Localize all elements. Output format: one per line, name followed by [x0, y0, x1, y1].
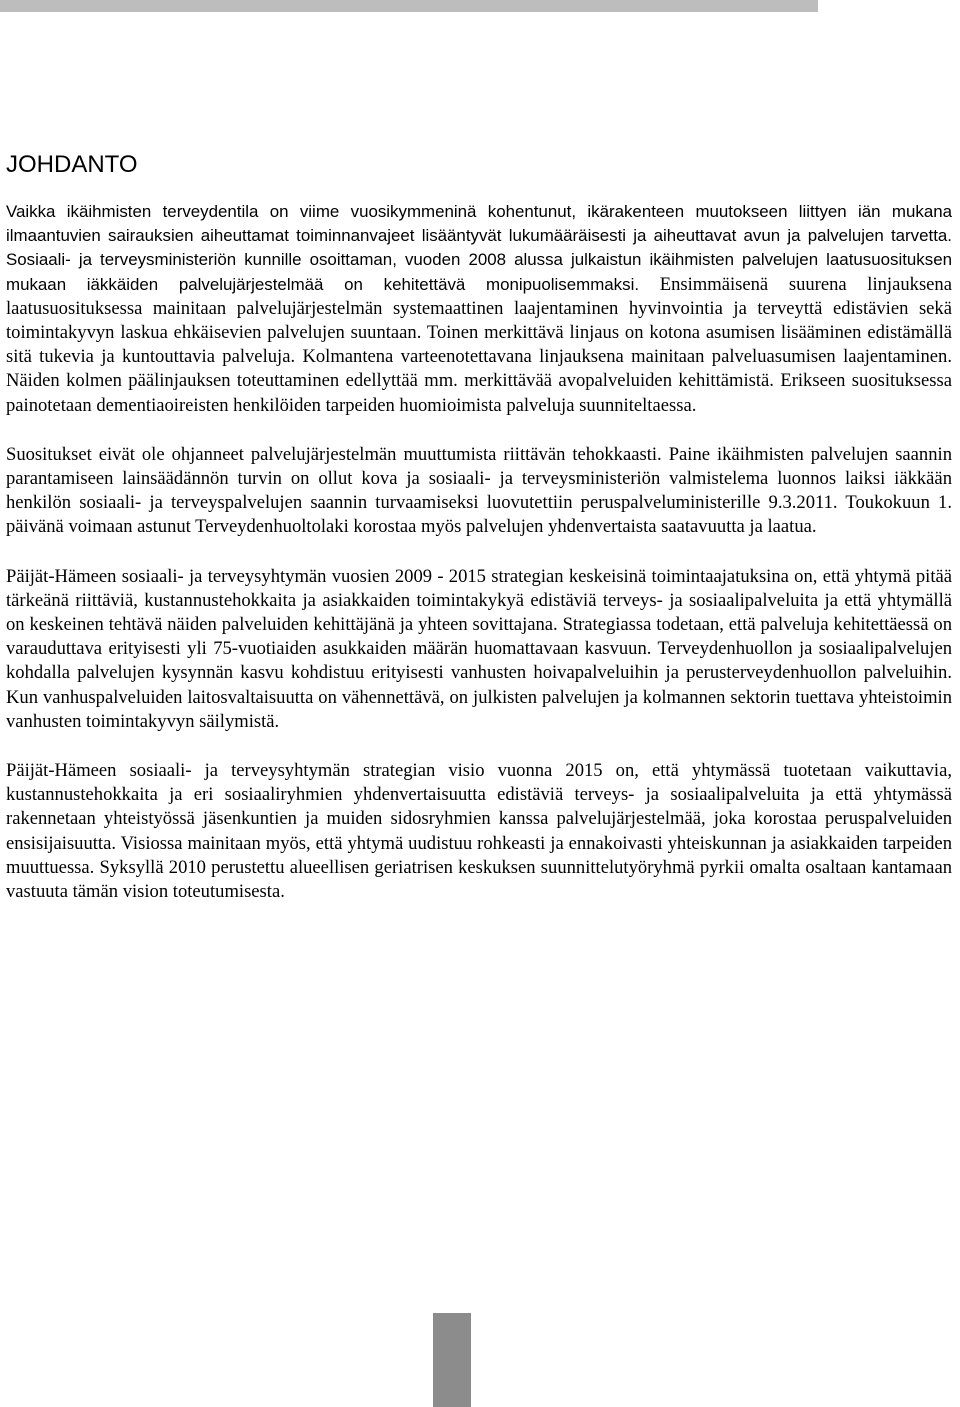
paragraph-1 [6, 200, 952, 418]
document-body [6, 148, 952, 929]
page-top-bar [0, 0, 818, 12]
paragraph-2: Suositukset eivät ole ohjanneet palvelujärjestelmän muuttumista riittävän tehokkaasti. Paine ikäihmisten palvelujen saannin parantamiseen lainsäädännön turvin on ollut kova ja sosiaali- ja terveysministeriön valmistelema luonnos laiksi iäkkään henkilön sosiaali- ja terveyspalvelujen saannin turvaamiseksi luovutettiin peruspalveluministerille 9.3.2011. Toukokuun 1. päivänä voimaan astunut Terveydenhuoltolaki korostaa myös palvelujen yhdenvertaista saatavuutta ja laatua. [6, 443, 952, 538]
paragraph-3: Päijät-Hämeen sosiaali- ja terveysyhtymän vuosien 2009 - 2015 strategian keskeisinä toimintaajatuksina on, että yhtymä pitää tärkeänä riittäviä, kustannustehokkaita ja asiakkaiden toimintakykyä edistäviä terveys- ja sosiaalipalveluita ja että yhtymällä on keskeinen tehtävä näiden palveluiden kehittäjänä ja yhteen sovittajana. Strategiassa todetaan, että palveluja kehitettäessä on varauduttava erityisesti yli 75-vuotiaiden asukkaiden määrän huomattavaan kasvuun. Terveydenhuollon ja sosiaalipalvelujen kohdalla palvelujen kysynnän kasvu kohdistuu erityisesti vanhusten hoivapalveluihin ja perusterveydenhuollon palveluihin. Kun vanhuspalveluiden laitosvaltaisuutta on vähennettävä, on julkisten palvelujen ja kolmannen sektorin tuettava yhteistoimin vanhusten toimintakyvyn säilymistä. [6, 565, 952, 732]
paragraph-1-part-1: Vaikka ikäihmisten terveydentila on viime vuosikymmeninä kohentunut, ikärakenteen muutokseen liittyen iän mukana ilmaantuvien sairauksien aiheuttamat toiminnanvajeet lisääntyvät lukumääräisesti ja aiheuttavat avun ja palvelujen tarvetta. Sosiaali- ja terveysministeriön kunnille osoittaman, vuoden 2008 alussa julkaistun ikäihmisten palvelujen laatusuosituksen mukaan iäkkäiden palvelujärjestelmää on kehitettävä monipuolisemmaksi. [6, 202, 952, 294]
page-title: JOHDANTO [6, 151, 138, 178]
page-footer-marker [433, 1313, 471, 1407]
paragraph-1-part-2: Ensimmäisenä suurena linjauksena laatusuosituksessa mainitaan palvelujärjestelmän systemaattinen laajentaminen hyvinvointia ja terveyttä edistävien sekä toimintakyvyn laskua ehkäisevien palvelujen suuntaan. Toinen merkittävä linjaus on kotona asumisen lisääminen edistämällä sitä tukevia ja kuntouttavia palveluja. Kolmantena varteenotettavana linjauksena mainitaan palveluasumisen laajentaminen. Näiden kolmen päälinjauksen toteuttaminen edellyttää mm. merkittävää avopalveluiden kehittämistä. Erikseen suosituksessa painotetaan dementiaoireisten henkilöiden tarpeiden huomioimista palveluja suunniteltaessa. [6, 273, 952, 416]
paragraph-4: Päijät-Hämeen sosiaali- ja terveysyhtymän strategian visio vuonna 2015 on, että yhtymässä tuotetaan vaikuttavia, kustannustehokkaita ja eri sosiaaliryhmien yhdenvertaisuutta edistäviä terveys- ja sosiaalipalveluita ja että yhtymässä rakennetaan yhteistyössä jäsenkuntien ja muiden sidosryhmien kanssa palvelujärjestelmää, joka korostaa peruspalveluiden ensisijaisuutta. Visiossa mainitaan myös, että yhtymä uudistuu rohkeasti ja ennakoivasti yhteiskunnan ja asiakkaiden tarpeiden muuttuessa. Syksyllä 2010 perustettu alueellisen geriatrisen keskuksen suunnittelutyöryhmä pyrkii omalta osaltaan kantamaan vastuuta tämän vision toteutumisesta. [6, 760, 952, 903]
